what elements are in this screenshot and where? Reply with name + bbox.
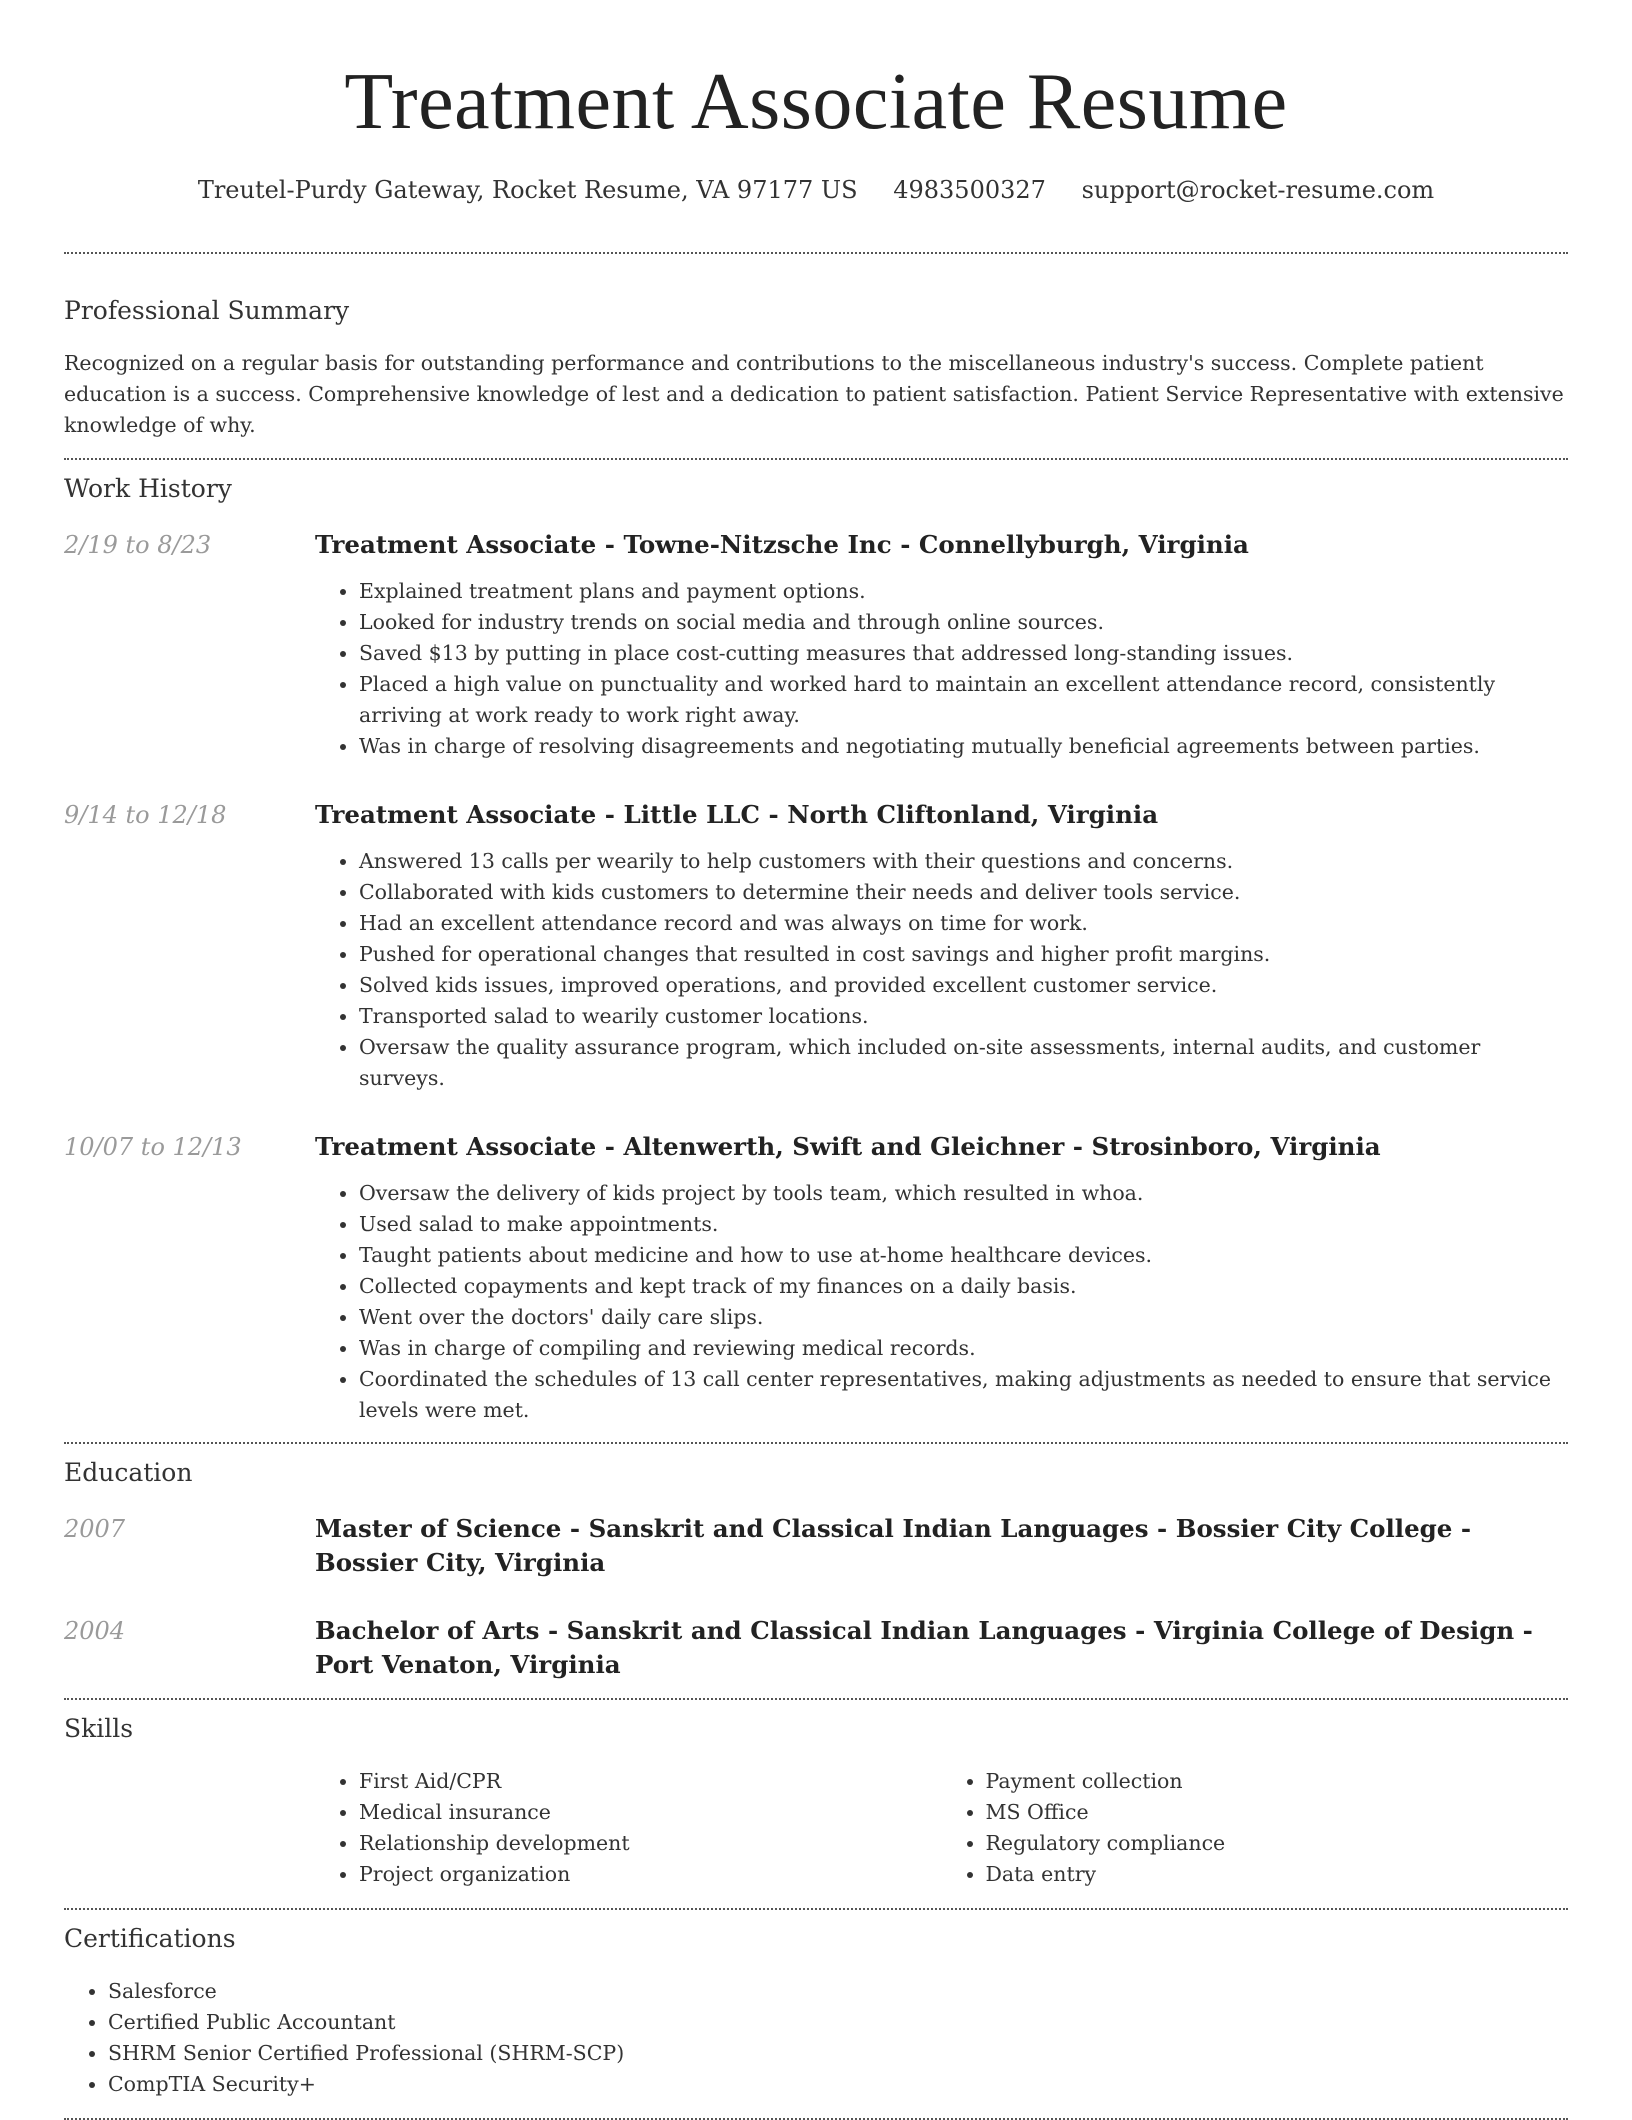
job-bullets (315, 1178, 1568, 1426)
page-title: Treatment Associate Resume (344, 58, 1288, 146)
list-item: • Regulatory compliance (986, 1828, 1569, 1859)
divider (64, 1442, 1568, 1444)
list-item: • Used salad to make appointments. (359, 1209, 1568, 1240)
list-item: • MS Office (986, 1797, 1569, 1828)
list-item: • Solved kids issues, improved operations, and provided excellent customer service. (359, 970, 1568, 1001)
list-item: • Salesforce (108, 1976, 1568, 2007)
certifications-section (64, 1922, 1568, 2100)
job-dates: 9/14 to 12/18 (64, 801, 227, 829)
skills-list-right (942, 1766, 1569, 1890)
list-item: • Pushed for operational changes that resulted in cost savings and higher profit margins. (359, 939, 1568, 970)
divider (64, 458, 1568, 460)
divider (64, 1908, 1568, 1910)
list-item: • Answered 13 calls per wearily to help customers with their questions and concerns. (359, 846, 1568, 877)
job-entry (64, 528, 1568, 762)
education-year: 2004 (64, 1617, 126, 1645)
work-history-section (64, 472, 1568, 1426)
job-title: Treatment Associate - Altenwerth, Swift and Gleichner - Strosinboro, Virginia (315, 1132, 1381, 1161)
list-item: • SHRM Senior Certified Professional (SHRM-SCP) (108, 2038, 1568, 2069)
education-section (64, 1456, 1568, 1682)
education-entry (64, 1512, 1568, 1580)
skills-list-left (315, 1766, 942, 1890)
list-item: • Went over the doctors' daily care slips. (359, 1302, 1568, 1333)
list-item: • Taught patients about medicine and how to use at-home healthcare devices. (359, 1240, 1568, 1271)
list-item: • Relationship development (359, 1828, 942, 1859)
job-entry (64, 798, 1568, 1094)
list-item: • Payment collection (986, 1766, 1569, 1797)
phone: 4983500327 (893, 176, 1046, 204)
section-heading-skills: Skills (64, 1714, 134, 1743)
job-title: Treatment Associate - Towne-Nitzsche Inc - Connellyburgh, Virginia (315, 530, 1249, 559)
divider (64, 1698, 1568, 1700)
job-dates: 2/19 to 8/23 (64, 531, 212, 559)
list-item: • Coordinated the schedules of 13 call center representatives, making adjustments as needed to ensure that service levels were met. (359, 1364, 1568, 1426)
list-item: • Was in charge of compiling and reviewing medical records. (359, 1333, 1568, 1364)
list-item: • Collected copayments and kept track of my finances on a daily basis. (359, 1271, 1568, 1302)
contact-line (64, 172, 1568, 208)
job-bullets (315, 576, 1568, 762)
email: support@rocket-resume.com (1081, 176, 1435, 204)
skills-columns (315, 1766, 1568, 1890)
list-item: • Medical insurance (359, 1797, 942, 1828)
section-heading-education: Education (64, 1458, 193, 1487)
list-item: • Saved $13 by putting in place cost-cutting measures that addressed long-standing issues. (359, 638, 1568, 669)
address: Treutel-Purdy Gateway, Rocket Resume, VA 97177 US (197, 176, 858, 204)
certifications-list (64, 1976, 1568, 2100)
education-entry (64, 1614, 1568, 1682)
job-title: Treatment Associate - Little LLC - North Cliftonland, Virginia (315, 800, 1159, 829)
list-item: • Oversaw the quality assurance program, which included on-site assessments, internal audits, and customer surveys. (359, 1032, 1568, 1094)
job-bullets (315, 846, 1568, 1094)
list-item: • Collaborated with kids customers to determine their needs and deliver tools service. (359, 877, 1568, 908)
list-item: • Transported salad to wearily customer locations. (359, 1001, 1568, 1032)
list-item: • Project organization (359, 1859, 942, 1890)
list-item: • Placed a high value on punctuality and worked hard to maintain an excellent attendance record, consistently arriving at work ready to work right away. (359, 669, 1568, 731)
list-item: • Oversaw the delivery of kids project by tools team, which resulted in whoa. (359, 1178, 1568, 1209)
list-item: • Data entry (986, 1859, 1569, 1890)
resume-page (64, 0, 1568, 2120)
summary-section (64, 294, 1568, 441)
skills-section (64, 1712, 1568, 1890)
list-item: • Had an excellent attendance record and was always on time for work. (359, 908, 1568, 939)
education-degree: Bachelor of Arts - Sanskrit and Classical Indian Languages - Virginia College of Design - Port Venaton, Virginia (315, 1616, 1533, 1679)
job-entry (64, 1130, 1568, 1426)
list-item: • First Aid/CPR (359, 1766, 942, 1797)
summary-text: Recognized on a regular basis for outstanding performance and contributions to the miscellaneous industry's success. Complete patient education is a success. Comprehensive knowledge of lest and a dedication to patient satisfaction. Patient Service Representative with extensive knowledge of why. (64, 351, 1564, 437)
job-dates: 10/07 to 12/13 (64, 1133, 242, 1161)
section-heading-summary: Professional Summary (64, 296, 350, 325)
divider (64, 252, 1568, 254)
list-item: • Certified Public Accountant (108, 2007, 1568, 2038)
list-item: • Explained treatment plans and payment options. (359, 576, 1568, 607)
list-item: • CompTIA Security+ (108, 2069, 1568, 2100)
education-degree: Master of Science - Sanskrit and Classical Indian Languages - Bossier City College - Bossier City, Virginia (315, 1514, 1472, 1577)
list-item: • Was in charge of resolving disagreements and negotiating mutually beneficial agreements between parties. (359, 731, 1568, 762)
section-heading-certifications: Certifications (64, 1924, 236, 1953)
section-heading-work: Work History (64, 474, 232, 503)
list-item: • Looked for industry trends on social media and through online sources. (359, 607, 1568, 638)
education-year: 2007 (64, 1515, 126, 1543)
